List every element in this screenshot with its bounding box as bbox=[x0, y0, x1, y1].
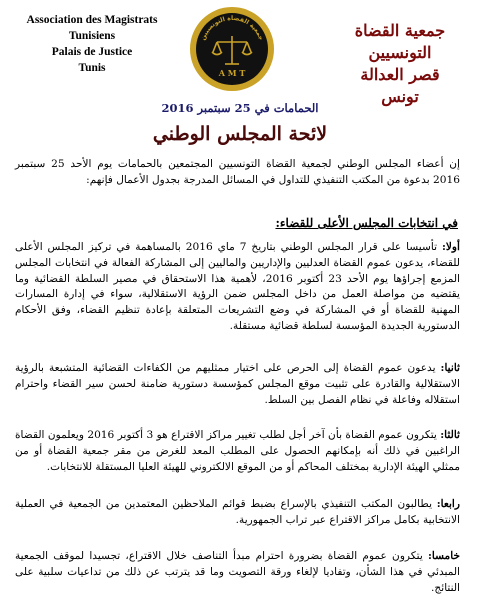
item-4-text: يطالبون المكتب التنفيذي بالإسراع بضبط قوائم الملاحظين المعتمدين من الجمعية في العملية الانتخابية بكامل مراكز الاقتراع عبر تراب الجمهورية. bbox=[15, 498, 460, 526]
resolution-item-5 bbox=[15, 549, 460, 596]
header-ar-line-3: تونس bbox=[381, 87, 419, 106]
logo-arabic-text: جمعية القضاة التونسيين bbox=[199, 14, 265, 42]
item-5-lead: خامسا: bbox=[427, 550, 460, 562]
section-heading: في انتخابات المجلس الأعلى للقضاء: bbox=[275, 216, 458, 230]
association-logo bbox=[189, 6, 275, 92]
item-4-lead: رابعا: bbox=[436, 498, 460, 510]
item-2-text: يدعون عموم القضاة إلى الحرص على اختيار ممثليهم من الكفاءات القضائية المتشبعة بالرؤية الاستقلالية والقادرة على تثبيت موقع المجلس كمؤسسة دستورية ضامنة لحسن سير القضاء واحترام استقلاله وفاعلة في نظام الفصل بين السلط. bbox=[15, 362, 460, 406]
item-1-text: تأسيسا على قرار المجلس الوطني بتاريخ 7 ماي 2016 بالمساهمة في تركيز المجلس الأعلى للقضاء، يدعون عموم القضاة العدليين والإداريين والماليين إلى المشاركة الفعالة في انتخابات المجلس المزمع إجراؤها يوم الأحد 23 أكتوبر 2016، لأهمية هذا الاستحقاق في مصير السلطة القضائية وما يقتضيه من مواصلة العمل من داخل المجلس ضمن الرؤية الاستقلالية، سواء في إدارة المسارات المهنية للقضاة أو في المشاركة في وضع التشريعات المتعلقة بإعادة تنظيم القضاء، وفق الأحكام الدستورية الجديدة المؤسسة لسلطة قضائية مستقلة. bbox=[15, 241, 460, 332]
item-3-lead: ثالثا: bbox=[440, 429, 461, 441]
item-5-text: يتكرون عموم القضاة بضرورة احترام مبدأ التناصف خلال الاقتراع، تجسيدا لموقف الجمعية المبدئي في هذا الشأن، وتفاديا لإلغاء ورقة التصويت وما قد يترتب عن ذلك من تداعيات سلبية على النتائج. bbox=[15, 550, 460, 594]
header-fr-line-2: Tunisiens bbox=[68, 30, 116, 42]
document-title: لائحة المجلس الوطني bbox=[152, 123, 328, 145]
header-fr-line-1: Association des Magistrats bbox=[26, 14, 158, 26]
association-name-fr bbox=[18, 12, 166, 76]
header-ar-line-1: جمعية القضاة التونسيين bbox=[354, 21, 446, 62]
item-3-text: يتكرون عموم القضاة بأن آخر أجل لطلب تغيير مراكز الاقتراع هو 3 أكتوبر 2016 ويعلمون القضاة الراغبين في ذلك أنه بإمكانهم الحصول على المطلب المعد للغرض من مقر جمعية القضاة أو من ممثلي الهيئة الإدارية بمختلف المحاكم أو من الموقع الالكتروني للهيئة العليا المستقلة للانتخابات. bbox=[15, 429, 460, 473]
header-fr-line-3: Palais de Justice bbox=[51, 46, 133, 58]
item-2-lead: ثانيا: bbox=[440, 362, 460, 374]
association-name-ar bbox=[340, 20, 460, 108]
document-date: الحمامات في 25 سبتمبر 2016 bbox=[161, 101, 319, 115]
resolution-item-2 bbox=[15, 361, 460, 408]
resolution-item-3 bbox=[15, 428, 460, 475]
resolution-item-4 bbox=[15, 497, 460, 529]
logo-acronym: A M T bbox=[218, 68, 246, 78]
intro-paragraph: إن أعضاء المجلس الوطني لجمعية القضاة التونسيين المجتمعين بالحمامات يوم الأحد 25 سبتمبر 2016 بدعوة من المكتب التنفيذي للتداول في المسائل المدرجة بجدول الأعمال فإنهم: bbox=[15, 158, 460, 186]
header-ar-line-2: قصر العدالة bbox=[360, 65, 440, 84]
resolution-item-1 bbox=[15, 240, 460, 335]
item-1-lead: أولا: bbox=[441, 241, 460, 253]
header-fr-line-4: Tunis bbox=[78, 62, 106, 74]
